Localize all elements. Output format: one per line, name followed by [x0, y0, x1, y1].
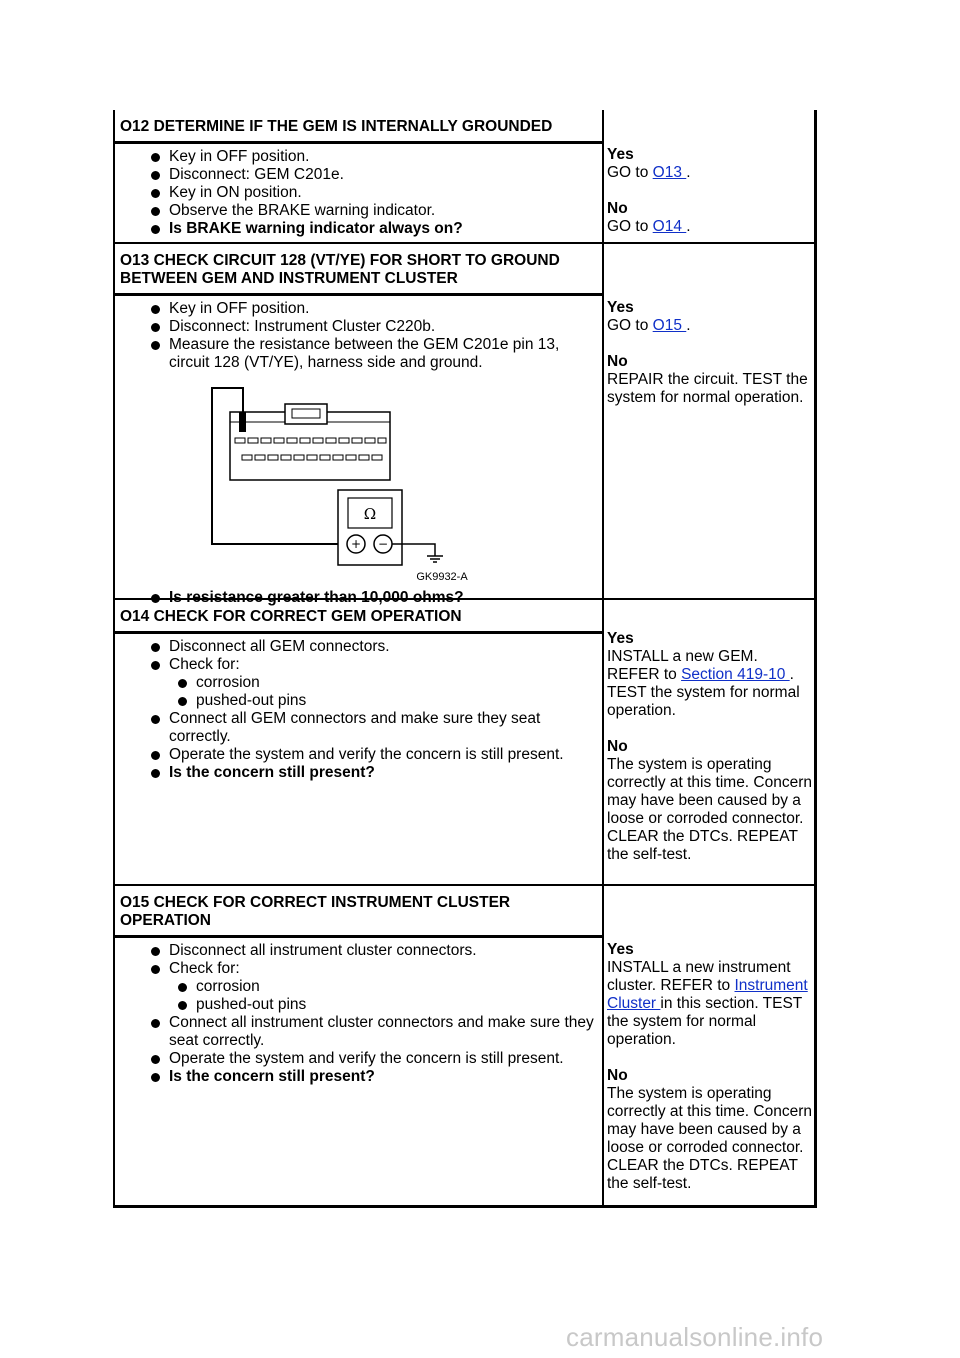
link-section-419-10[interactable]: Section 419-10	[681, 666, 790, 683]
no-block	[607, 353, 812, 407]
link-o14[interactable]: O14	[652, 218, 687, 235]
step-item: Observe the BRAKE warning indicator.	[145, 202, 594, 220]
step-item: Connect all instrument cluster connectors and make sure they seat correctly.	[145, 1014, 594, 1050]
no-block	[607, 738, 812, 864]
step-header: O13 CHECK CIRCUIT 128 (VT/YE) FOR SHORT TO GROUND BETWEEN GEM AND INSTRUMENT CLUSTER	[115, 244, 602, 296]
ohm-symbol: Ω	[363, 505, 377, 523]
no-label: No	[607, 738, 628, 755]
step-item: Disconnect all instrument cluster connectors.	[145, 942, 594, 960]
step-list	[115, 938, 602, 1090]
svg-text:+: +	[350, 537, 362, 551]
step-subitem: pushed-out pins	[172, 692, 594, 710]
no-text: GO to	[607, 218, 649, 235]
result-panel	[607, 299, 812, 425]
no-block	[607, 1067, 812, 1193]
result-panel	[607, 941, 812, 1211]
svg-text:−: −	[377, 537, 389, 551]
diagnostic-table	[113, 110, 817, 1208]
step-header: O14 CHECK FOR CORRECT GEM OPERATION	[115, 600, 602, 634]
yes-block	[607, 941, 812, 1049]
yes-suffix: in this section. TEST the system for normal operation.	[607, 995, 802, 1048]
yes-block	[607, 299, 812, 335]
step-item: Disconnect all GEM connectors.	[145, 638, 594, 656]
yes-suffix: .	[686, 164, 691, 181]
result-panel	[607, 146, 812, 254]
yes-text: INSTALL a new GEM. REFER to	[607, 648, 758, 683]
step-item: Measure the resistance between the GEM C201e pin 13, circuit 128 (VT/YE), harness side and ground.	[145, 336, 594, 372]
yes-label: Yes	[607, 630, 634, 647]
step-item: Disconnect: GEM C201e.	[145, 166, 594, 184]
no-label: No	[607, 353, 628, 370]
yes-suffix: .	[686, 317, 691, 334]
step-item: Key in OFF position.	[145, 148, 594, 166]
step-o13	[113, 244, 817, 606]
yes-label: Yes	[607, 941, 634, 958]
yes-text: INSTALL a new instrument cluster. REFER to	[607, 959, 791, 994]
yes-block	[607, 146, 812, 182]
connector-resistance-diagram	[180, 382, 480, 587]
yes-text: GO to	[607, 317, 649, 334]
step-subitem: corrosion	[172, 978, 594, 996]
step-header: O15 CHECK FOR CORRECT INSTRUMENT CLUSTER OPERATION	[115, 886, 602, 938]
no-block	[607, 200, 812, 236]
step-list	[115, 634, 602, 786]
step-item: Check for:	[145, 656, 594, 674]
step-header: O12 DETERMINE IF THE GEM IS INTERNALLY GROUNDED	[115, 110, 602, 144]
yes-label: Yes	[607, 146, 634, 163]
no-text: The system is operating correctly at this time. Concern may have been caused by a loose or corroded connector. CLEAR the DTCs. REPEAT the self-test.	[607, 1085, 813, 1192]
step-item: Connect all GEM connectors and make sure they seat correctly.	[145, 710, 594, 746]
link-o13[interactable]: O13	[652, 164, 687, 181]
step-subitem: pushed-out pins	[172, 996, 594, 1014]
no-text: The system is operating correctly at this time. Concern may have been caused by a loose or corroded connector. CLEAR the DTCs. REPEAT the self-test.	[607, 756, 813, 863]
watermark: carmanualsonline.info	[566, 1322, 824, 1352]
step-question: Is BRAKE warning indicator always on?	[145, 220, 594, 238]
step-o15	[113, 886, 817, 1208]
result-panel	[607, 630, 812, 882]
link-o15[interactable]: O15	[652, 317, 687, 334]
yes-text: GO to	[607, 164, 649, 181]
no-suffix: .	[686, 218, 691, 235]
step-item: Disconnect: Instrument Cluster C220b.	[145, 318, 594, 336]
step-subitem: corrosion	[172, 674, 594, 692]
figure-id: GK9932-A	[416, 571, 468, 583]
step-o12	[113, 110, 817, 244]
step-question: Is resistance greater than 10,000 ohms?	[145, 589, 594, 607]
no-text: REPAIR the circuit. TEST the system for normal operation.	[607, 371, 808, 406]
no-label: No	[607, 1067, 628, 1084]
yes-block	[607, 630, 812, 720]
step-item: Check for:	[145, 960, 594, 978]
step-item: Operate the system and verify the concern is still present.	[145, 1050, 594, 1068]
step-question: Is the concern still present?	[145, 764, 594, 782]
yes-label: Yes	[607, 299, 634, 316]
step-list	[115, 144, 602, 242]
link-instrument-cluster[interactable]: Instrument Cluster	[607, 977, 808, 1012]
step-item: Key in ON position.	[145, 184, 594, 202]
step-o14	[113, 600, 817, 886]
step-item: Operate the system and verify the concern is still present.	[145, 746, 594, 764]
step-list	[115, 296, 602, 376]
step-item: Key in OFF position.	[145, 300, 594, 318]
step-question: Is the concern still present?	[145, 1068, 594, 1086]
no-label: No	[607, 200, 628, 217]
yes-suffix: . TEST the system for normal operation.	[607, 666, 800, 719]
